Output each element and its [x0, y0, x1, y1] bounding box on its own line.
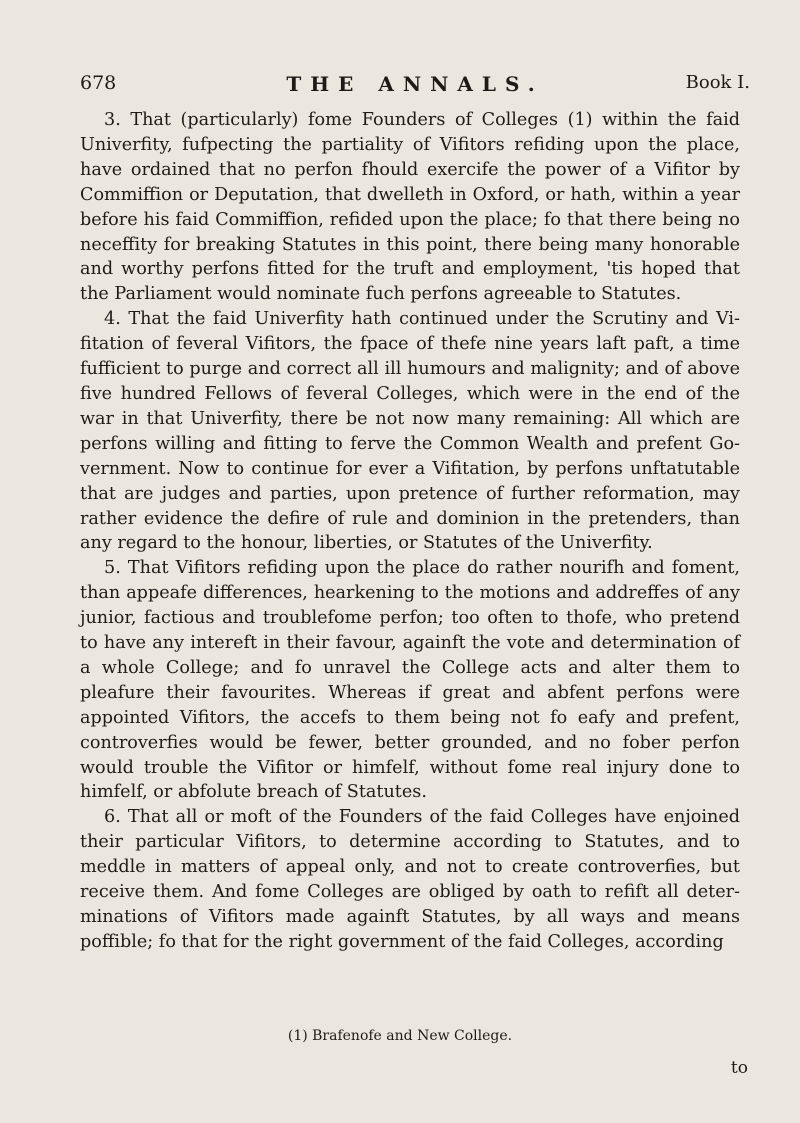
body-text [80, 108, 740, 955]
paragraph-3: 3. That (particularly) fome Founders of Colleges (1) within the faid Univerfity, fufpecting the partiality of Vifitors refiding upon the place, have ordained that no perfon fhould exercife the power of a Vifitor by Commiffion or Deputation, that dwelleth in Oxford, or hath, within a year before his faid Commiffion, refided upon the place; fo that there being no neceffity for breaking Statutes in this point, there being many honorable and worthy perfons fitted for the truft and employment, 'tis hoped that the Parliament would nominate fuch perfons agreeable to Statutes. [80, 110, 740, 305]
page-number: 678 [80, 72, 117, 94]
paragraph-4: 4. That the faid Univerfity hath continued under the Scrutiny and Vi-fitation of feveral Vifitors, the fpace of thefe nine years laft paft, a time fufficient to purge and correct all ill humours and malignity; and of above five hundred Fellows of feveral Colleges, which were in the end of the war in that Univerfity, there be not now many remaining: All which are perfons willing and fitting to ferve the Common Wealth and prefent Go-vernment. Now to continue for ever a Vifitation, by perfons unftatutable that are judges and parties, upon pretence of further reformation, may rather evidence the defire of rule and dominion in the pretenders, than any regard to the honour, liberties, or Statutes of the Univerfity. [80, 309, 740, 554]
book-label: Book I. [685, 72, 750, 93]
page-header [80, 72, 750, 100]
running-title: THE ANNALS. [286, 72, 544, 96]
footnote: (1) Brafenofe and New College. [287, 1028, 513, 1044]
catchword: to [730, 1058, 748, 1078]
paragraph-6: 6. That all or moft of the Founders of the faid Colleges have enjoined their particular Vifitors, to determine according to Statutes, and to meddle in matters of appeal only, and not to create controverfies, but receive them. And fome Colleges are obliged by oath to refift all deter-minations of Vifitors made againft Statutes, by all ways and means poffible; fo that for the right government of the faid Colleges, according [80, 807, 740, 952]
paragraph-5: 5. That Vifitors refiding upon the place do rather nourifh and foment, than appeafe differences, hearkening to the motions and addreffes of any junior, factious and troublefome perfon; too often to thofe, who pretend to have any intereft in their favour, againft the vote and determination of a whole College; and fo unravel the College acts and alter them to pleafure their favourites. Whereas if great and abfent perfons were appointed Vifitors, the accefs to them being not fo eafy and prefent, controverfies would be fewer, better grounded, and no fober perfon would trouble the Vifitor or himfelf, without fome real injury done to himfelf, or abfolute breach of Statutes. [80, 558, 740, 803]
